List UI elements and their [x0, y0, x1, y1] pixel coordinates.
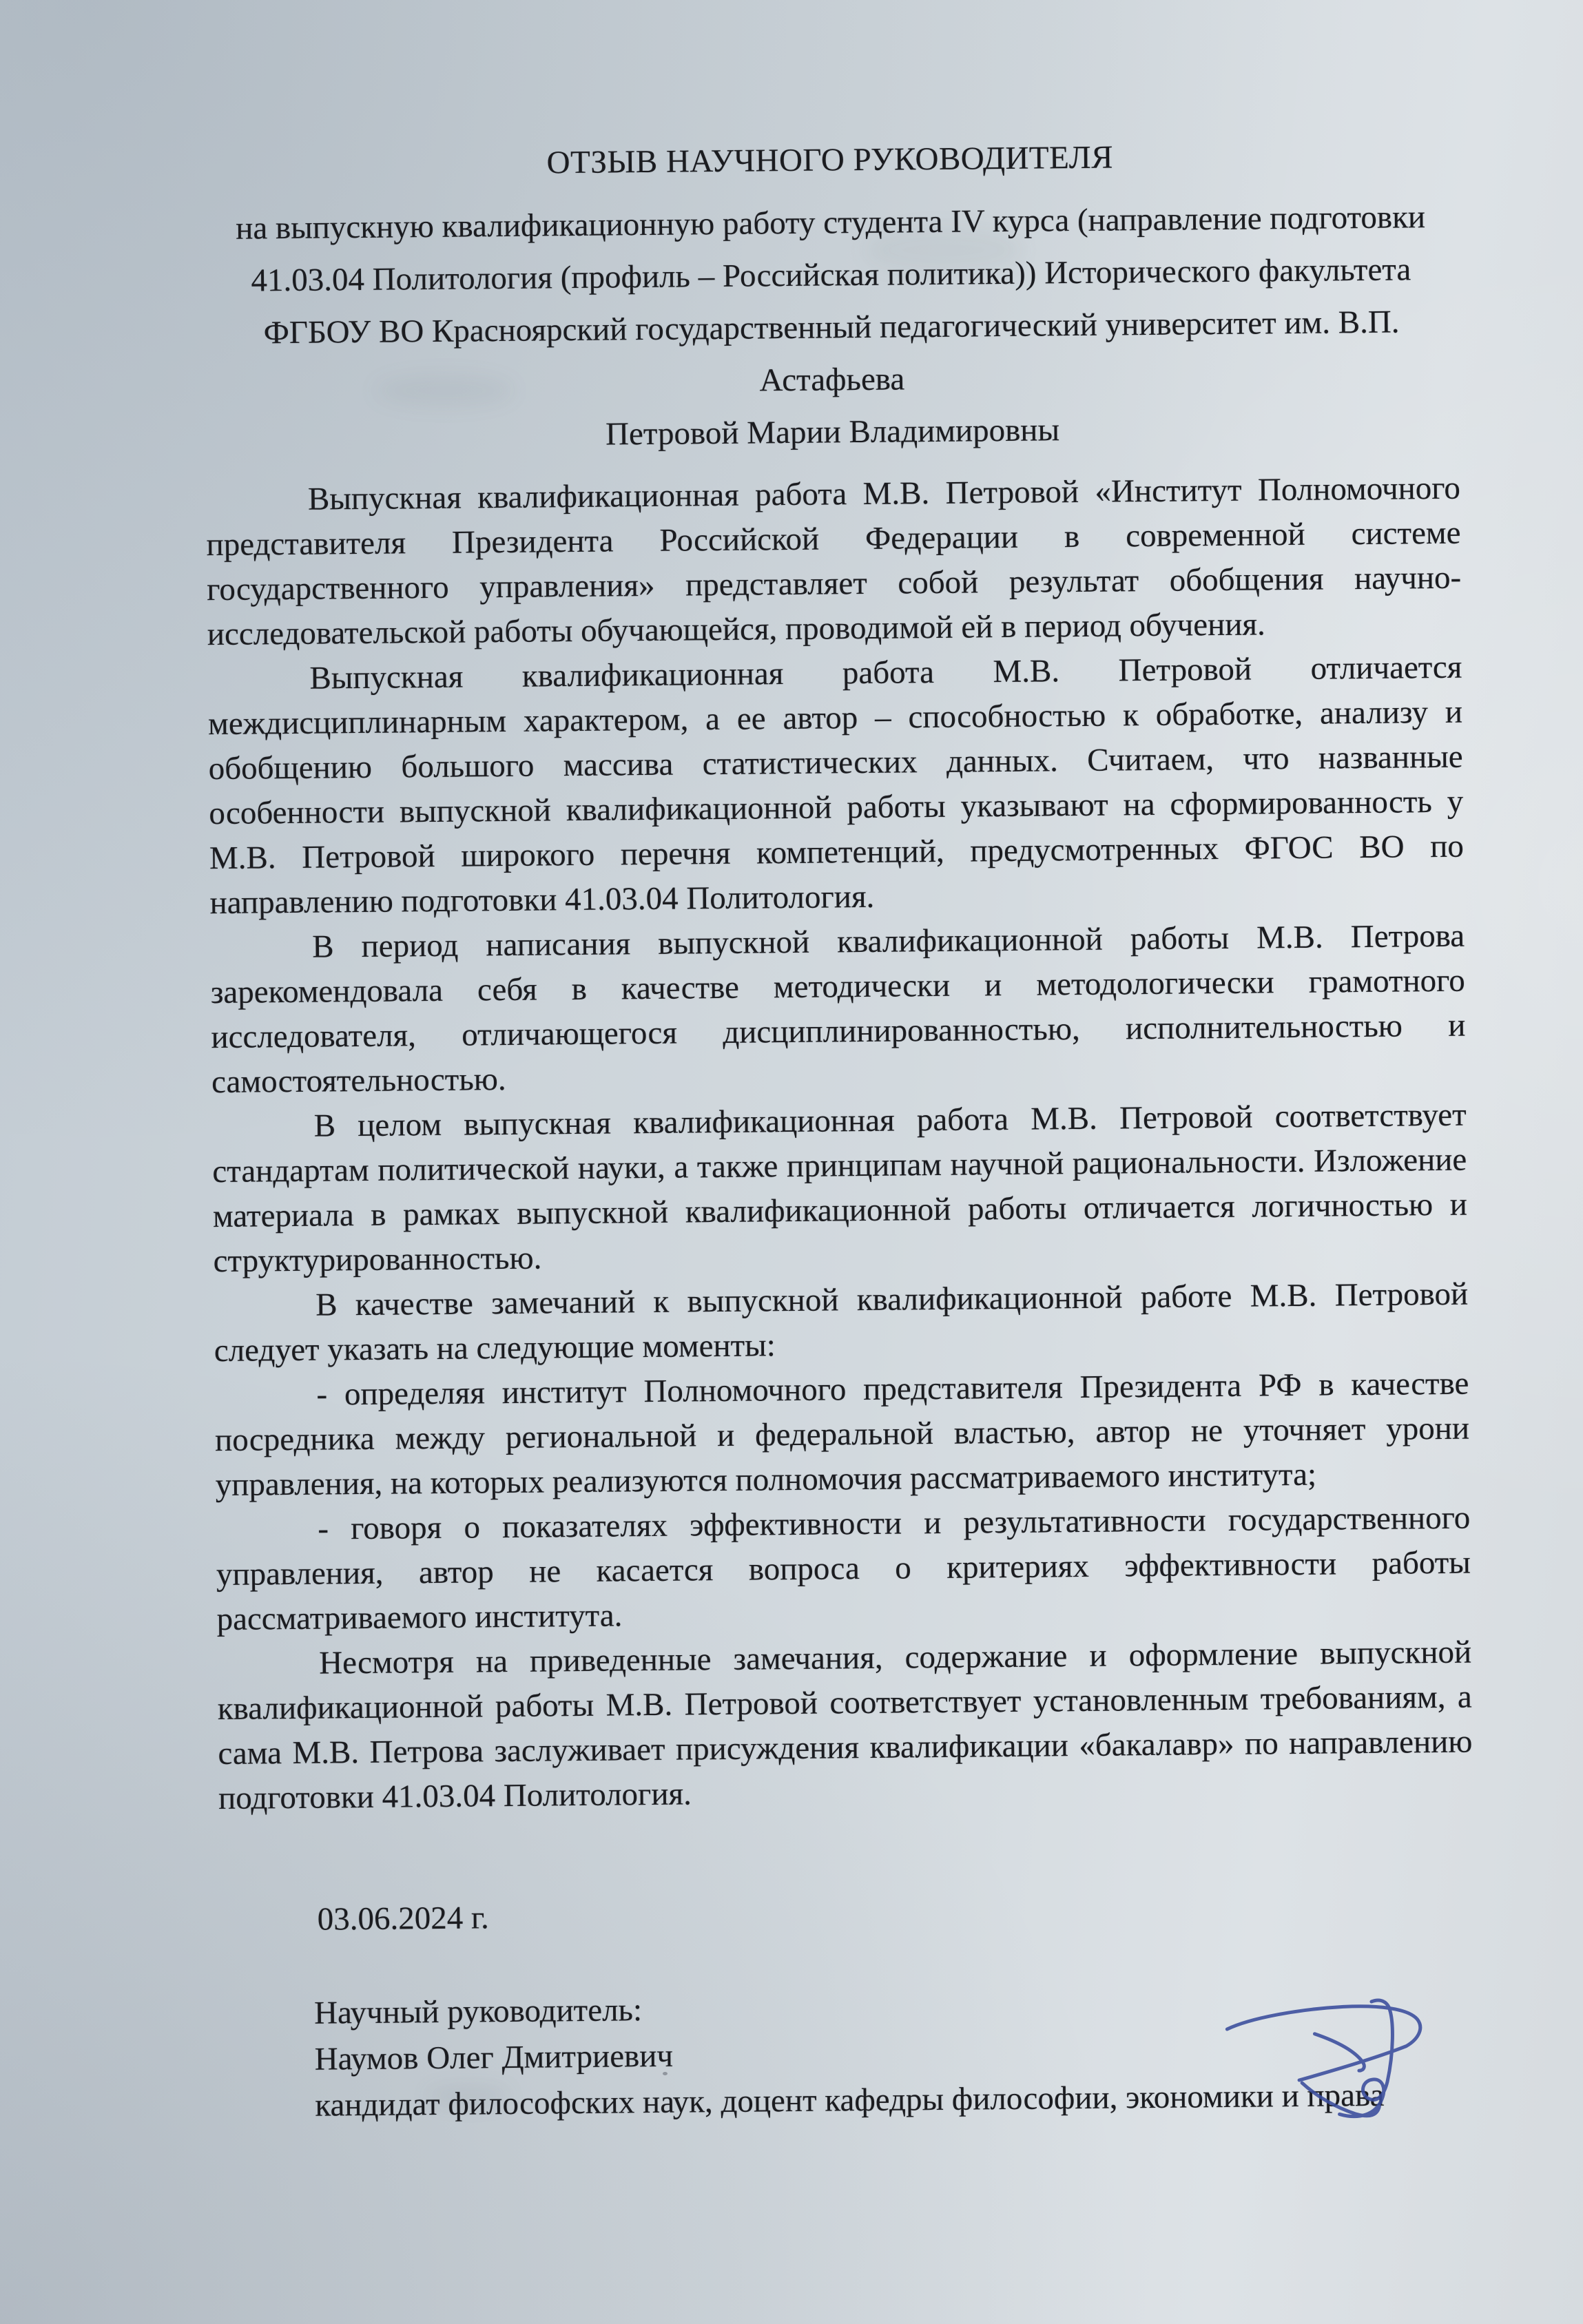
subtitle-line: 41.03.04 Политология (профиль – Российская политика)) Исторического факультета [251, 251, 1411, 299]
subtitle-line: Астафьева [759, 361, 905, 399]
paragraph: В качестве замечаний к выпускной квалификационной работе М.В. Петровой следует указать на следующие моменты: [214, 1276, 1469, 1369]
signature-role-line: Научный руководитель: [313, 1992, 643, 2031]
date-line: 03.06.2024 г. [317, 1900, 489, 1938]
document-title: ОТЗЫВ НАУЧНОГО РУКОВОДИТЕЛЯ [546, 139, 1114, 181]
paragraph: Выпускная квалификационная работа М.В. Петровой отличается междисциплинарным характером, а ее автор – способностью к обработке, анализу и обобщению большого массива статистических данных. Считаем, что названные особенности выпускной квалификационной работы указывают на сформированность у М.В. Петровой широкого перечня компетенций, предусмотренных ФГОС ВО по направлению подготовки 41.03.04 Политология. [207, 649, 1465, 922]
remark-item: - говоря о показателях эффективности и результативности государственного управления, автор не касается вопроса о критериях эффективности работы рассматриваемого института. [216, 1500, 1471, 1638]
remark-item: - определяя институт Полномочного представителя Президента РФ в качестве посредника между региональной и федеральной властью, автор не уточняет урони управления, на которых реализуются полномочия рассматриваемого института; [214, 1365, 1470, 1504]
document-subtitle [203, 191, 1460, 464]
subtitle-line: ФГБОУ ВО Красноярский государственный педагогический университет им. В.П. [263, 304, 1400, 351]
paragraph: В целом выпускная квалификационная работа М.В. Петровой соответствует стандартам политической науки, а также принципам научной рациональности. Изложение материала в рамках выпускной квалификационной работы отличается логичностью и структурированностью. [212, 1097, 1468, 1280]
subtitle-line: на выпускную квалификационную работу студента IV курса (направление подготовки [235, 199, 1426, 247]
paragraph: Несмотря на приведенные замечания, содержание и оформление выпускной квалификационной работы М.В. Петровой соответствует установленным требованиям, а сама М.В. Петрова заслуживает присуждения квалификации «бакалавр» по направлению подготовки 41.03.04 Политология. [217, 1634, 1473, 1817]
signature-name-line: Наумов Олег Дмитриевич [314, 2037, 674, 2077]
subtitle-line: Петровой Марии Владимировны [605, 412, 1060, 453]
paragraph: В период написания выпускной квалификационной работы М.В. Петрова зарекомендовала себя в качестве методически и методологически грамотного исследователя, отличающегося дисциплинированностью, исполнительностью и самостоятельностью. [210, 917, 1466, 1101]
signature-stroke-stem [1338, 2000, 1394, 2117]
signature-stroke-inner-arc [1314, 2033, 1364, 2071]
handwritten-signature [1175, 1978, 1472, 2159]
paragraph: Выпускная квалификационная работа М.В. Петровой «Институт Полномочного представителя Президента Российской Федерации в современной системе государственного управления» представляет собой результат обобщения научно-исследовательской работы обучающейся, проводимой ей в период обучения. [206, 470, 1462, 653]
document-body [206, 466, 1473, 1821]
signature-credentials-line: кандидат философских наук, доцент кафедры философии, экономики и права [315, 2077, 1385, 2124]
